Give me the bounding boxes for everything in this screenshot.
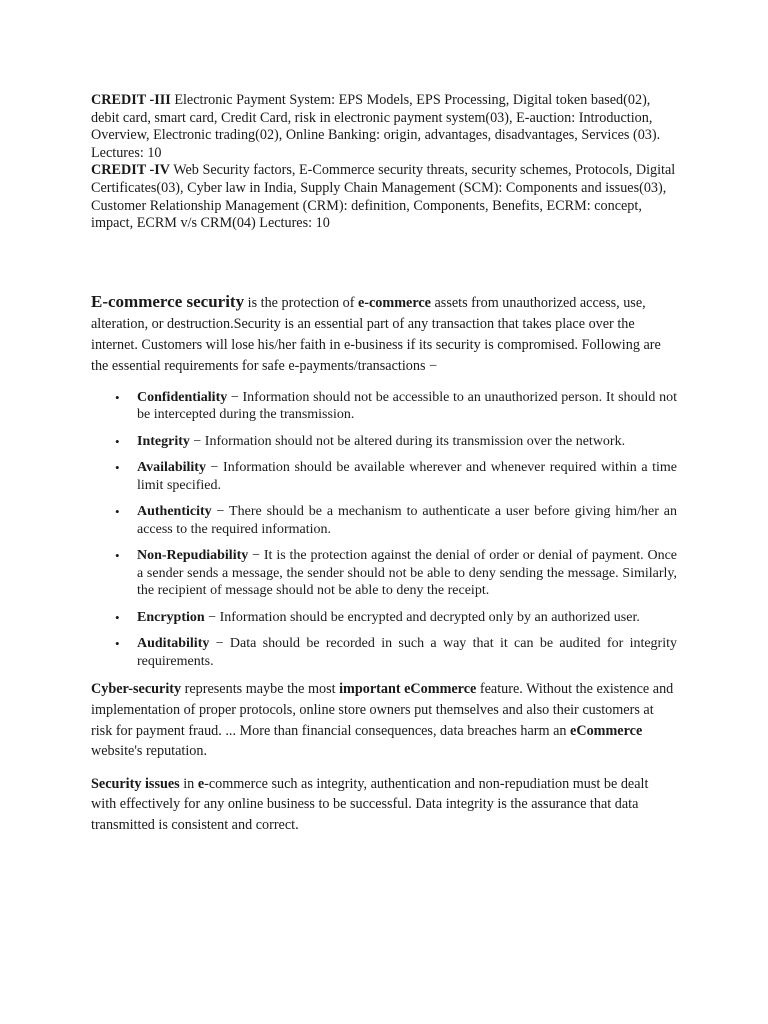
list-item: [91, 609, 677, 626]
bullet-icon: •: [115, 548, 120, 564]
cyber-bold-3: eCommerce: [570, 722, 643, 739]
bullet-icon: •: [115, 609, 120, 625]
bullet-icon: •: [115, 636, 120, 652]
intro-bold-ecommerce: e-commerce: [357, 294, 431, 311]
list-item: [91, 389, 677, 424]
security-issues-paragraph: [91, 774, 677, 836]
list-item: [91, 635, 677, 670]
requirement-term: Confidentiality: [137, 389, 228, 405]
requirement-term: Encryption: [137, 609, 205, 625]
credit-iv-text: Web Security factors, E-Commerce security threats, security schemes, Protocols, Digital Certificates(03), Cyber law in India, Supply Chain Management (SCM): Components and issues(03), Customer Relationship Management (CRM): definition, Components, Benefits, ECRM: concept, impact, ECRM v/s CRM(04) Lectures: 10: [91, 162, 676, 232]
bullet-icon: •: [115, 504, 120, 520]
requirement-text: − Information should not be accessible to an unauthorized person. It should not be intercepted during the transmission.: [137, 389, 677, 423]
requirement-text: − Information should be encrypted and decrypted only by an authorized user.: [204, 609, 640, 625]
cyber-text-1: represents maybe the most: [181, 681, 340, 698]
list-item: [91, 433, 677, 450]
cyber-text-3: website's reputation.: [91, 743, 208, 760]
cyber-bold-2: important eCommerce: [339, 681, 477, 698]
cyber-bold-1: Cyber-security: [91, 681, 182, 698]
requirement-text: − Information should not be altered during its transmission over the network.: [189, 433, 626, 449]
document-page: [91, 92, 677, 836]
requirement-term: Authenticity: [137, 504, 212, 520]
bullet-icon: •: [115, 460, 120, 476]
issues-bold-1: Security issues: [91, 775, 180, 792]
cyber-security-paragraph: [91, 679, 677, 761]
bullet-icon: •: [115, 389, 120, 405]
intro-paragraph: [91, 291, 677, 377]
credit-iv-heading: CREDIT -IV: [91, 162, 170, 179]
requirement-term: Non-Repudiability: [137, 548, 249, 564]
issues-text-1: in: [179, 775, 198, 792]
requirement-term: Availability: [137, 460, 206, 476]
requirements-list: [91, 389, 677, 670]
list-item: [91, 503, 677, 538]
cyber-text-2: feature. Without the existence and implementation of proper protocols, online store owners put themselves and also their customers at risk for payment fraud. ... More than financial consequences, data breaches harm an: [91, 681, 674, 739]
requirement-text: − Data should be recorded in such a way that it can be audited for integrity requirements.: [137, 636, 677, 669]
requirement-term: Auditability: [137, 636, 210, 652]
credit-iii-heading: CREDIT -III: [91, 92, 171, 108]
credit-iii-text: Electronic Payment System: EPS Models, EPS Processing, Digital token based(02), debit card, smart card, Credit Card, risk in electronic payment system(03), E-auction: Introduction, Overview, Electronic trading(02), Online Banking: origin, advantages, disadvantages, Services (03). Lectures: 10: [91, 92, 661, 161]
intro-text-2: assets from unauthorized access, use, alteration, or destruction.Security is an essential part of any transaction that takes place over the internet. Customers will lose his/her faith in e-business if its security is compromised. Following are the essential requirements for safe e-payments/transactions −: [91, 294, 661, 374]
credit-iv-paragraph: [91, 162, 677, 232]
list-item: [91, 547, 677, 599]
issues-bold-2: e: [197, 775, 205, 792]
intro-lead-term: E-commerce security: [91, 291, 245, 311]
requirement-text: − Information should be available wherever and whenever required within a time limit specified.: [137, 460, 677, 493]
intro-text-1: is the protection of: [244, 294, 358, 311]
requirement-text: − It is the protection against the denial of order or denial of payment. Once a sender sends a message, the sender should not be able to deny sending the message. Similarly, the recipient of message should not be able to deny the receipt.: [137, 548, 677, 599]
requirement-term: Integrity: [137, 433, 190, 449]
credit-iii-paragraph: [91, 92, 677, 162]
bullet-icon: •: [115, 433, 120, 449]
issues-text-2: -commerce such as integrity, authentication and non-repudiation must be dealt with effectively for any online business to be successful. Data integrity is the assurance that data transmitted is consistent and correct.: [91, 775, 649, 833]
requirement-text: − There should be a mechanism to authenticate a user before giving him/her an access to the required information.: [137, 504, 677, 537]
list-item: [91, 459, 677, 494]
